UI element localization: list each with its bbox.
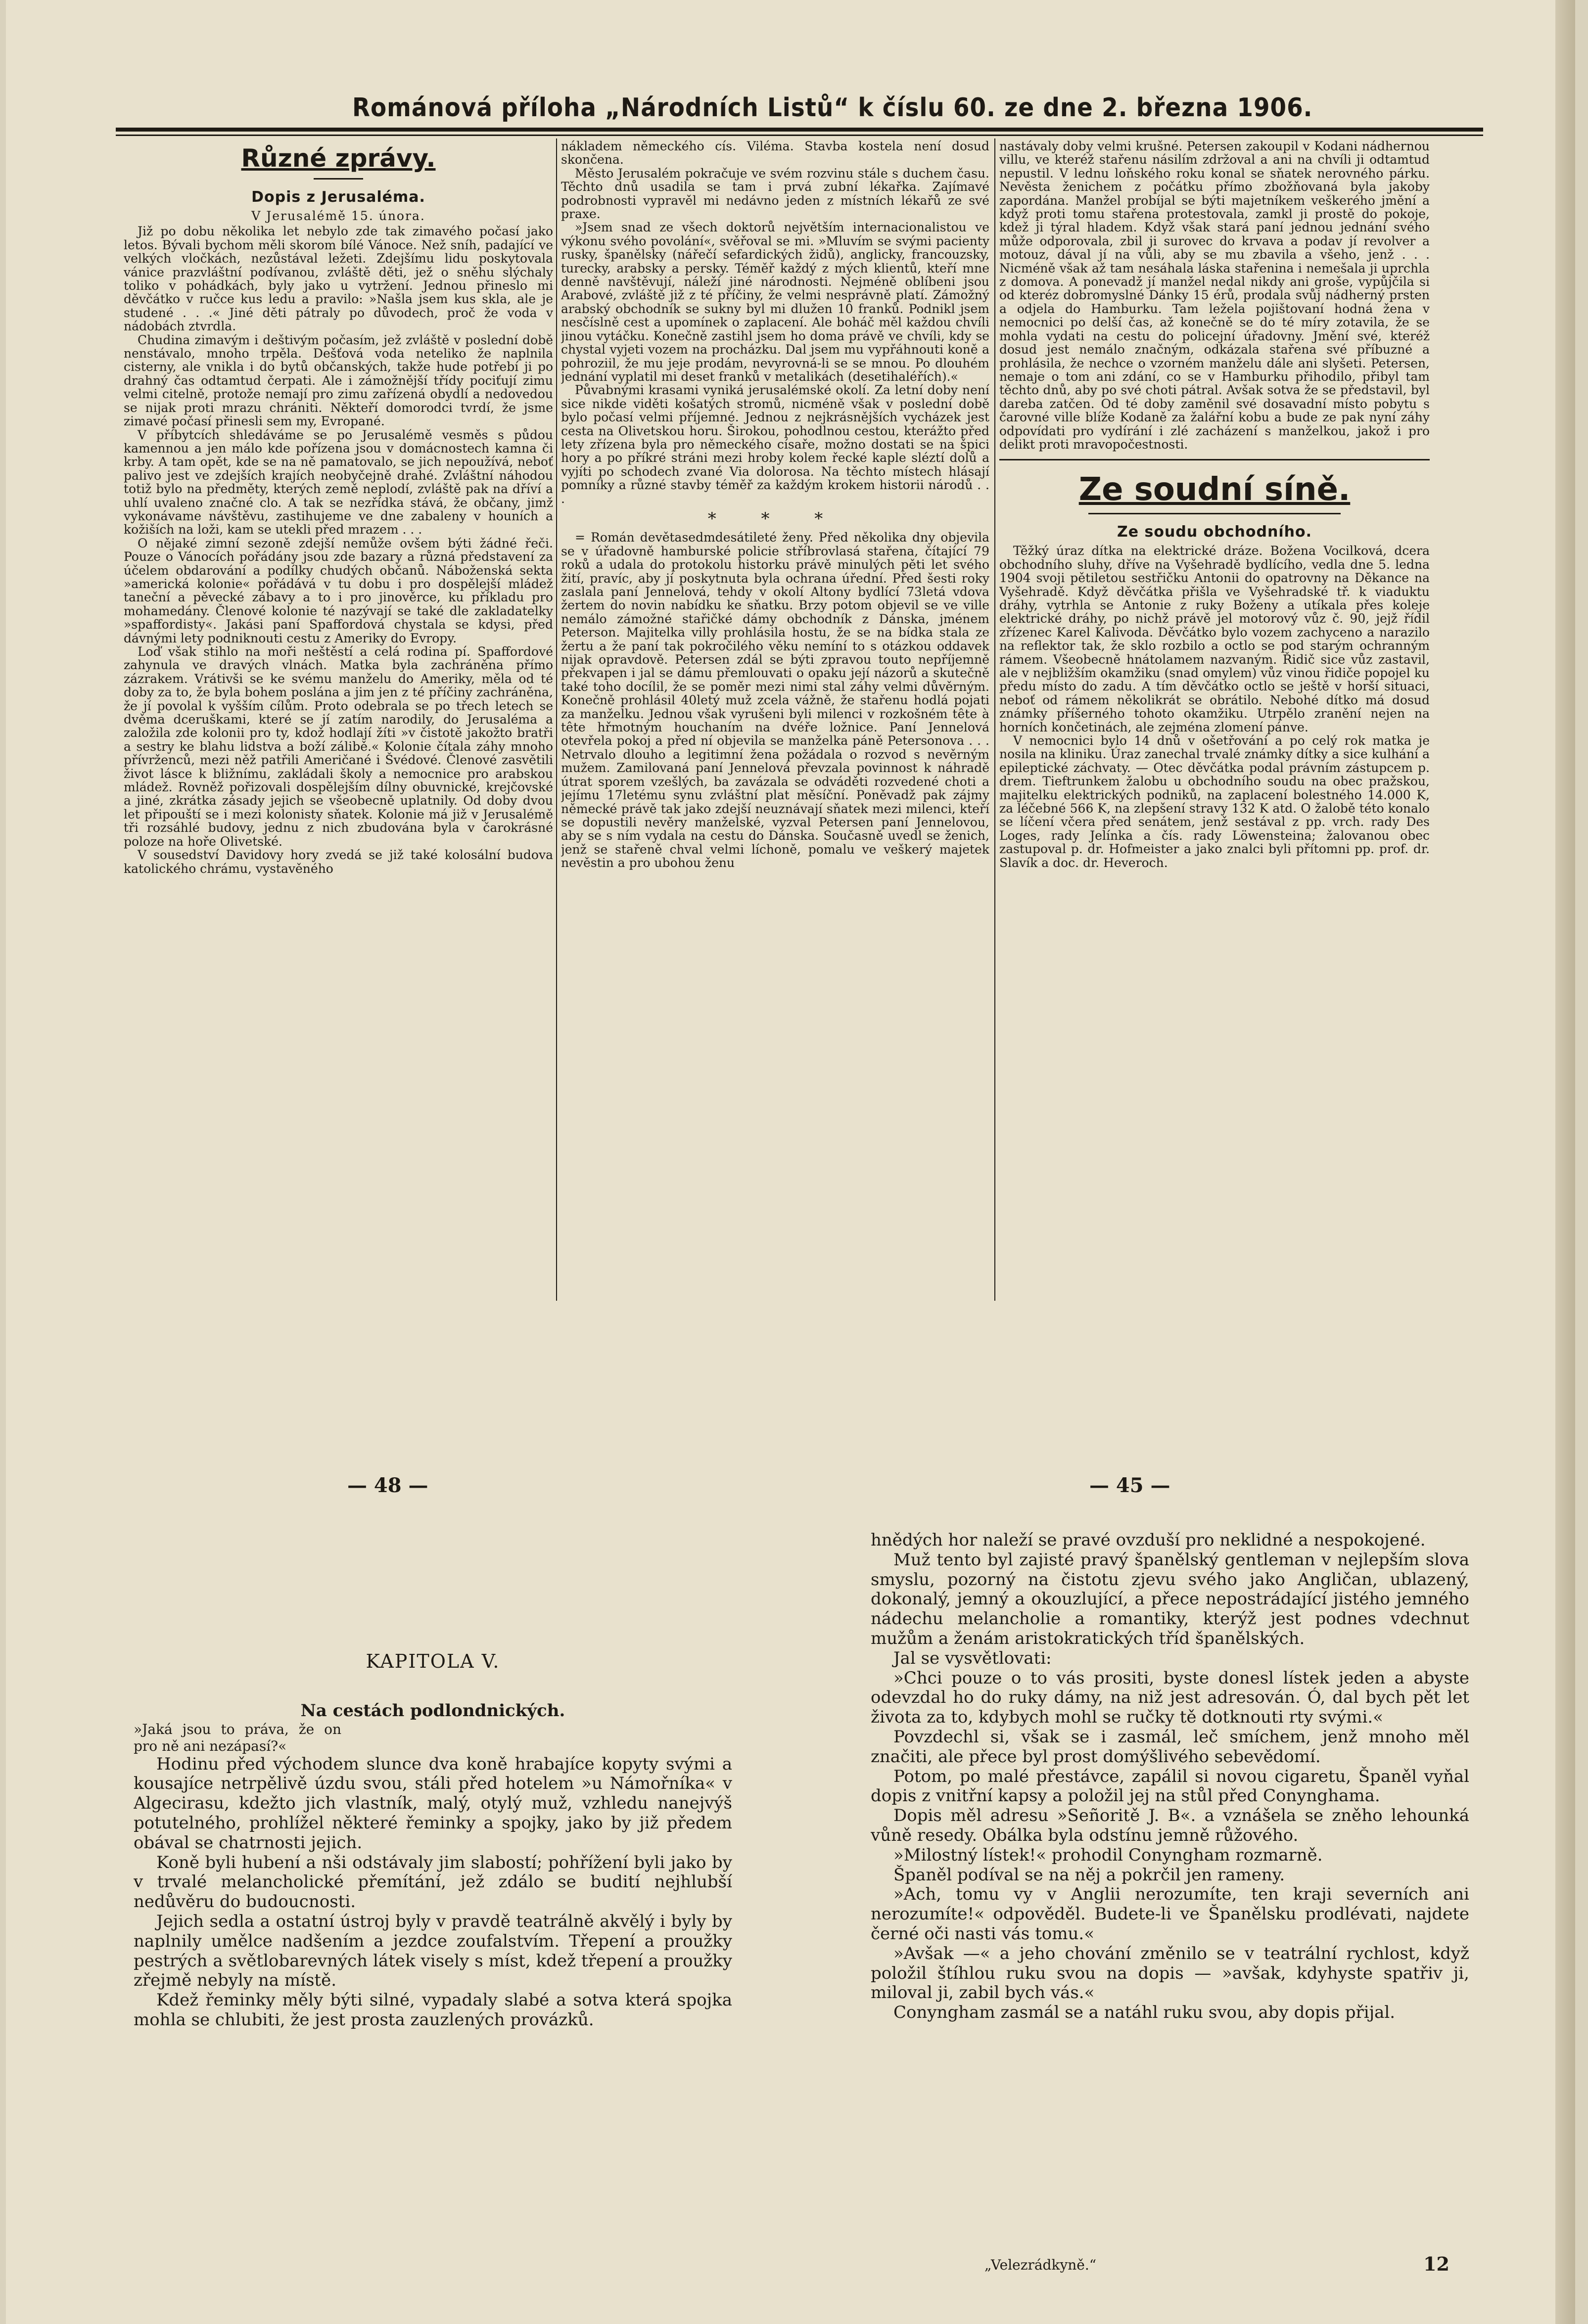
novel-right-page xyxy=(871,1531,1469,2273)
section-rule xyxy=(314,178,363,180)
epigraph: »Jaká jsou to práva, že on pro ně ani nezápasí?« xyxy=(134,1721,341,1754)
page-number-left: — 48 — xyxy=(347,1474,428,1497)
novel-paragraph: Dopis měl adresu »Señoritě J. B«. a vznášela se zněho lehounká vůně resedy. Obálka byla odstínu jemně růžového. xyxy=(871,1806,1469,1845)
novel-paragraph: Povzdechl si, však se i zasmál, leč smíchem, jenž mnoho měl značiti, ale přece byl prost domýšlivého sebevědomí. xyxy=(871,1727,1469,1767)
novel-paragraph: Conyngham zasmál se a natáhl ruku svou, aby dopis přijal. xyxy=(893,2003,1396,2023)
novel-paragraph: Kdež řeminky měly býti silné, vypadaly slabé a sotva která spojka mohla se chlubiti, že jest prosta zauzlených provázků. xyxy=(134,1990,732,2030)
sheet-number: 12 xyxy=(1423,2253,1449,2275)
page-number-right: — 45 — xyxy=(1089,1474,1170,1497)
column-divider xyxy=(556,138,557,1301)
masthead-rule-thin xyxy=(116,135,1483,136)
novel-paragraph: »Avšak —« a jeho chování změnilo se v teatrální rychlost, když položil štíhlou ruku svou na dopis — »avšak, kdyhyste spatřiv ji, miloval ji, zabil bych vás.« xyxy=(871,1943,1469,2003)
novel-paragraph: Koně byli hubení a nši odstávaly jim slabostí; pohřížení byli jako by v trvalé melancholické přemítání, jež zdálo se budití nejhlubší nedůvěru do budoucnosti. xyxy=(134,1852,732,1912)
novel-paragraph: Španěl podíval se na něj a pokrčil jen rameny. xyxy=(893,1865,1285,1885)
article-paragraph: Půvabnými krasami vyniká jerusalémské okolí. Za letní doby není sice nikde viděti košatých stromů, nicméně však v poslední době bylo počasí velmi příjemné. Jednou z nejkrásnějších vycházek jest cesta na Olivetskou horu. Širokou, pohodlnou cestou, kterážto před lety zřízena byla pro německého císaře, možno dostati se na špici hory a po příkré stráni mezi hroby kolem řecké kaple sléztí dolů a vyjíti po schodech zvané Via dolorosa. Na těchto místech hlásají pomníky a různé stavby téměř za každým krokem historii národů . . . xyxy=(561,383,989,506)
article-title: Ze soudu obchodního. xyxy=(1117,523,1312,541)
article-paragraph: = Román devětasedmdesátileté ženy. Před několika dny objevila se v úřadovně hamburské policie stříbrovlasá stařena, čítající 79 roků a udala do protokolu historku právě minulých pěti let svého žití, pravíc, aby jí poskytnuta byla ochrana úřední. Před šesti roky zaslala paní Jennelová, tehdy v okolí Altony bydlící 73letá vdova žertem do novin nabídku ke sňatku. Brzy potom objevil se ve ville nemálo zámožné stařičké dámy obchodník z Dánska, jménem Peterson. Majitelka villy prohlásila hostu, že se na bídka stala ze žertu a že paní tak pokročilého věku nemíní to s otázkou oddavek nijak opravdově. Petersen zdál se býti zpravou touto nepříjemně překvapen i jal se dámu přemlouvati o opaku její názorů a skutečně také toho docílil, že se poměr mezi nimi stal záhy velmi důvěrným. Konečně prohlásil 40letý muž zcela vážně, že stařenu hodlá pojati za manželku. Jednou však vyrušeni byli milenci v rozkošném tête à tête hřmotným houchaním na dvéře ložnice. Paní Jennelová otevřela pokoj a před ní objevila se manželka páně Petersonova . . . Netrvalo dlouho a legitimní žena požádala o rozvod s nevěrným mužem. Zamilovaná paní Jennelová převzala povinnost k náhradě útrat sporem vzešlých, ba zavázala se odváděti rozvedené choti a jejímu 17letému synu zvláštní plat měsíční. Poněvadž pak zájmy německé právě tak jako zdejší neuznávají sňatek mezi milenci, kteří se dopustili nevěry manželské, vyzval Petersen paní Jennelovou, aby se s ním vydala na cestu do Dánska. Současně uvedl se ženich, jenž se stařeně chval velmi líchoně, pomalu ve veškerý majetek nevěstin a pro ubohou ženu xyxy=(561,530,989,870)
novel-paragraph: Jal se vysvětlovati: xyxy=(893,1648,1052,1668)
column-2 xyxy=(561,139,989,1302)
article-paragraph: Již po dobu několika let nebylo zde tak zimavého počasí jako letos. Bývali bychom měli skorom bílé Vánoce. Než sníh, padající ve velkých vločkách, nezůstával ležeti. Zdejšímu lidu poskytovala vánice prazvláštní podívanou, zvláště děti, jež o sněhu slýchaly toliko v pohádkách, byly jako u vytržení. Jednou přineslo mi děvčátko v ručce kus ledu a pravilo: »Našla jsem kus skla, ale je studené . . .« Jiné děti pátraly po důvodech, proč že voda v nádobách ztvrdla. xyxy=(124,224,553,334)
article-paragraph: Těžký úraz dítka na elektrické dráze. Božena Vocilková, dcera obchodního sluhy, dříve na Vyšehradě bydlícího, vedla dne 5. ledna 1904 svoji pětiletou sestřičku Antonii do opatrovny na Děkance na Vyšehradě. Když děvčátka přišla ve Vyšehradské tř. k viaduktu dráhy, vytrhla se Antonie z ruky Boženy a utíkala přes koleje elektrické dráhy, po nichž právě jel motorový vůz č. 90, jejž řídil zřízenec Karel Kalivoda. Děvčátko bylo vozem zachyceno a narazilo na reflektor tak, že sklo rozbilo a octlo se pod starým ochranným rámem. Všeobecně hnátolamem nazvaným. Řidič sice vůz zastavil, ale v nejbližším okamžiku (snad omylem) vůz vinou řidiče popojel ku předu místo do zadu. A tím děvčátko octlo se ještě v horší situaci, neboť od rámem několikrát se obrátilo. Nebohé dítko má dosud známky příšerného tohoto okamžiku. Utrpělo zranění nejen na horních končetinách, ale zejména zlomení pánve. xyxy=(999,544,1430,734)
article-paragraph: Chudina zimavým i deštivým počasím, jež zvláště v poslední době nenstávalo, mnoho trpěla. Dešťová voda neteliko že naplnila cisterny, ale vnikla i do bytů občanských, takže hude potřebí ji po drahný čas odtamtud čerpati. Ale i zámožnější třídy pociťují zimu velmi citelně, protože nemají pro zimu zařízená obydlí a nedovedou se nijak proti mrazu chrániti. Někteří domorodci tvrdí, že jsme zimavé počasí přinesli sem my, Evropané. xyxy=(124,332,553,429)
newspaper-page xyxy=(6,0,1575,2324)
dateline: V Jerusalémě 15. února. xyxy=(251,209,425,223)
novel-paragraph: »Chci pouze o to vás prositi, byste donesl lístek jeden a abyste odevzdal ho do ruky dámy, na niž jest adresován. Ó, dal bych pět let života za to, kdybych mohl se ručky tě dotknouti rty svými.« xyxy=(871,1668,1469,1728)
article-paragraph: V příbytcích shledáváme se po Jerusalémě vesměs s půdou kamennou a jen málo kde pořízena jsou v domácnostech kamna či krby. A tam opět, kde se na ně pamatovalo, se jich nepoužívá, neboť palivo jest ve zdejších krajích neobyčejně drahé. Zvláštní náhodou totiž bylo na předměty, kterých země neplodí, zvláště pak na dříví a uhlí uvaleno značné clo. A tak se nezřídka stává, že občany, jimž vykonávame návštěvu, zastihujeme ve dne zabaleny v houních a kožiších na loži, kam se utekli před mrazem . . . xyxy=(124,427,553,537)
article-paragraph: »Jsem snad ze všech doktorů největším internacionalistou ve výkonu svého povolání«, svěřoval se mi. »Mluvím se svými pacienty rusky, španělsky (nářečí sefardických židů), anglicky, francouzsky, turecky, arabsky a persky. Téměř každý z mých klientů, kteří mne denně navštěvují, náleží jiné národnosti. Nejméně oblíbeni jsou Arabové, zvláště již z té příčiny, že velmi nesprávně platí. Zámožný arabský obchodník se sukny byl mi dlužen 10 franků. Podnikl jsem nesčíslně cest a upomínek o zaplacení. Ale boháč měl každou chvíli jinou vytáčku. Konečně zastihl jsem ho doma právě ve chvíli, kdy se chystal vyjeti vozem na procházku. Dal jsem mu vypřáhnouti koně a pohroziil, že mu jeje prodám, nevyrovná-li se se mnou. Po dlouhém jednání vyplatil mi deset franků v metalikách (desetihaléřích).« xyxy=(561,220,989,384)
section-title: Ze soudní síně. xyxy=(1078,471,1351,508)
article-paragraph: Město Jerusalém pokračuje ve svém rozvinu stále s duchem času. Těchto dnů usadila se tam i prvá zubní lékařka. Zajímavé podrobnosti vypravěl mi nedávno jeden z místních lékařů ze své praxe. xyxy=(561,166,989,222)
article-paragraph: Loď však stihlo na moři neštěstí a celá rodina pí. Spaffordové zahynula ve dravých vlnách. Matka byla zachráněna přímo zázrakem. Vrátivši se ke svému manželu do Ameriky, měla od té doby za to, že byla bohem poslána a jim jen z té příčiny zachráněna, že jí povolal k vyšším cílům. Proto odebrala se po třech letech se dvěma dceruškami, které se jí zatím narodily, do Jerusaléma a založila zde kolonii pro ty, kdož hodlají žíti »v čistotě jakožto bratři a sestry ke blahu lidstva a boží zálibě.« Kolonie čítala záhy mnoho přívrženců, mezi něž patřili Američané i Švédové. Členové zasvětili život lásce k bližnímu, zakládali školy a nemocnice pro arabskou mládež. Rovněž pořizovali dospělejším dílny obuvnické, krejčovské a jiné, zkrátka zásady jejich se všeobecně uplatnily. Od doby dvou let připouští se i mezi kolonisty sňatek. Kolonie má již v Jerusalémě tři rozsáhlé budovy, jednu z nich zbudována byla v čarokrásné poloze na hoře Olivetské. xyxy=(124,644,553,849)
column-1 xyxy=(124,139,553,1302)
novel-paragraph: Potom, po malé přestávce, zapálil si novou cigaretu, Španěl vyňal dopis z vnitřní kapsy a položil jej na stůl před Conynghama. xyxy=(871,1766,1469,1806)
chapter-title: Na cestách podlondnických. xyxy=(300,1700,565,1721)
page-edge-shadow xyxy=(1555,0,1575,2324)
section-divider-rule xyxy=(999,459,1430,460)
article-paragraph: V nemocnici bylo 14 dnů v ošetřování a po celý rok matka je nosila na kliniku. Úraz zanechal trvalé známky dítky a sice kulhání a epileptické záchvaty. — Otec děvčátka podal právním zástupcem p. drem. Tieftrunkem žalobu u obchodního soudu na obec pražskou, majitelku elektrických podniků, na zaplacení bolestného 14.000 K, za léčebné 566 K, na zlepšení stravy 132 K atd. O žalobě této konalo se líčení včera před senátem, jenž sestával z pp. vrch. rady Des Loges, rady Jelínka a čís. rady Löwensteina; žalovanou obec zastupoval p. dr. Hofmeister a jako znalci byli přítomni pp. prof. dr. Slavík a doc. dr. Heveroch. xyxy=(999,733,1430,870)
article-paragraph: nákladem německého cís. Viléma. Stavba kostela není dosud skončena. xyxy=(561,139,989,167)
article-paragraph: nastávaly doby velmi krušné. Petersen zakoupil v Kodani nádhernou villu, ve kteréž stařenu násilím zdržoval a ani na chvíli ji odtamtud nepustil. V lednu loňského roku konal se sňatek nerovného párku. Nevěsta ženichem z počátku přímo zbožňovaná byla jakoby zapordána. Manžel probíjal se býti majetníkem veškerého jmění a když proti tomu stařena protestovala, zamkl ji prostě do pokoje, kdež ji týral hladem. Když však stará paní jednou jednání svého může odporovala, zbil ji surovec do krvava a podav jí revolver a motouz, dával jí na vůli, aby se mu zbavila a všeho, jenž . . . Nicméně však až tam nesáhala láska stařenina i nemešala ji uprchla z domova. A ponevadž jí manžel nedal nikdy ani groše, vypůjčila si od kteréz dobromyslné Dánky 15 érů, prodala svůj nádherný prsten a odjela do Hamburku. Tam ležela pojištovaní hodná žena v nemocnici po delší čas, až konečně se do té míry zotavila, že se mohla vydati na cestu do policejní úřadovny. Jmění své, kteréž dosud jest nemálo značným, odkázala stařena své příbuzné a prohlásila, že nechce o vzorném manželu dále ani slyšeti. Petersen, nemaje o tom ani zdání, co se v Hamburku přihodilo, přibyl tam těchto dnů, aby po své choti pátral. Avšak sotva že se představil, byl dareba zatčen. Od té doby zaměnil své dosavadní místo pobytu s čarovné ville blíže Kodaně za žalářní kobu a bude ze pak nyní záhy odpovídati pro vydírání i zlé zacházení s manželkou, jakož i pro delikt proti mravopočestnosti. xyxy=(999,139,1430,452)
chapter-heading: KAPITOLA V. xyxy=(366,1650,500,1672)
column-3 xyxy=(999,139,1430,1302)
section-title: Různé zprávy. xyxy=(241,144,436,173)
novel-left-page xyxy=(134,1504,732,2285)
signature-mark: „Velezrádkyně.“ xyxy=(984,2257,1097,2273)
section-divider-rule xyxy=(1088,513,1341,514)
novel-paragraph: »Ach, tomu vy v Anglii nerozumíte, ten kraji severních ani nerozumíte!« odpověděl. Budete-li ve Španělsku prodlévati, najdete černé oči nasti vás tomu.« xyxy=(871,1884,1469,1944)
novel-paragraph: »Milostný lístek!« prohodil Conyngham rozmarně. xyxy=(893,1845,1323,1865)
column-divider xyxy=(994,138,995,1301)
separator-stars: * * * xyxy=(707,508,843,529)
novel-paragraph: Jejich sedla a ostatní ústroj byly v pravdě teatrálně akvělý i byly by naplnily umělce nadšením a jezdce zoufalstvím. Třepení a proužky pestrých a světlobarevných látek visely s míst, kdež třepení a proužky zřejmě nebyly na místě. xyxy=(134,1911,732,1991)
novel-paragraph: Hodinu před východem slunce dva koně hrabajíce kopyty svými a kousajíce netrpělivě úzdu svou, stáli před hotelem »u Námořníka« v Algecirasu, kdežto jich vlastník, malý, otylý muž, vzhledu nanejvýš potutelného, prohlížel některé řeminky a spojky, jako by již předem obával se chatrnosti jejich. xyxy=(134,1754,732,1853)
article-paragraph: V sousedství Davidovy hory zvedá se již také kolosální budova katolického chrámu, vystavěného xyxy=(124,848,553,876)
masthead-title: Románová příloha „Národních Listů“ k číslu 60. ze dne 2. března 1906. xyxy=(352,93,1313,123)
novel-paragraph: hnědých hor naleží se pravé ovzduší pro neklidné a nespokojené. xyxy=(871,1531,1426,1550)
masthead-rule xyxy=(116,128,1483,132)
article-title: Dopis z Jerusaléma. xyxy=(251,188,425,206)
article-paragraph: O nějaké zimní sezoně zdejší nemůže ovšem býti žádné řeči. Pouze o Vánocích pořádány jsou zde bazary a různá představení za účelem obdarování a podílky chudých občanů. Náboženská sekta »americká kolonie« pořádává v tu dobu i pro dospělejší mládež taneční a pěvecké zábavy a to i pro jinověrce, ku příkladu pro mohamedány. Členové kolonie té nazývají se také dle zakladatelky »spaffordisty«. Jakási paní Spaffordová chystala se kdysi, před dávnými lety podniknouti cestu z Ameriky do Evropy. xyxy=(124,536,553,645)
novel-paragraph: Muž tento byl zajisté pravý španělský gentleman v nejlepším slova smyslu, pozorný na čistotu zjevu svého jako Angličan, ublazený, dokonalý, jemný a okouzlující, a přece nepostrádající jistého jemného nádechu melancholie a romantiky, kterýž jest podnes vdechnut mužům a ženám aristokratických tříd španělských. xyxy=(871,1549,1469,1648)
